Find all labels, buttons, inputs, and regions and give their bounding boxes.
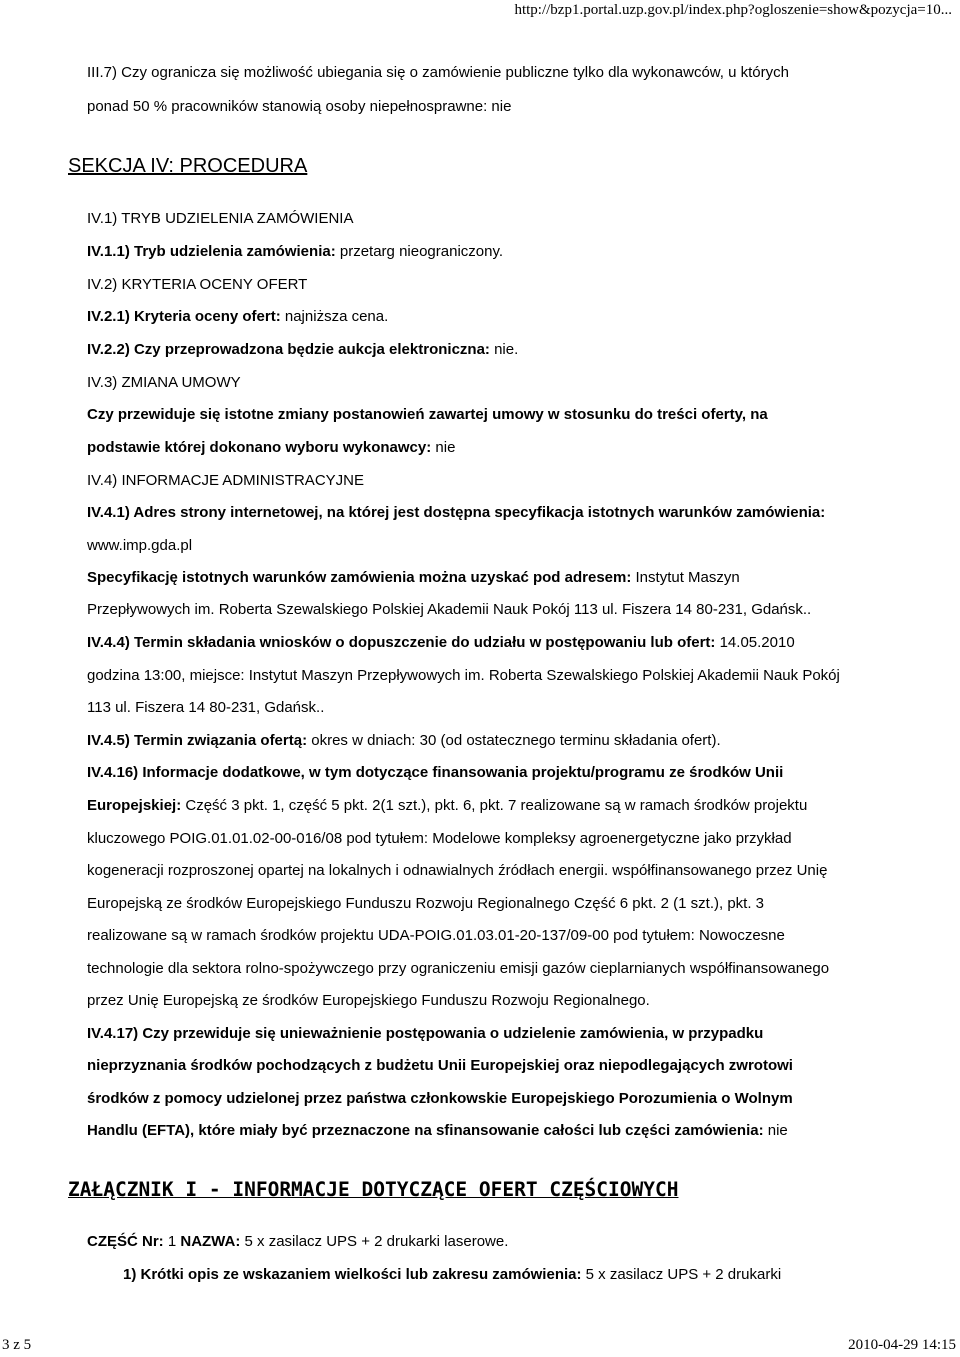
iv22-line [87, 340, 518, 360]
desc-value: 5 x zasilacz UPS + 2 drukarki [581, 1266, 782, 1283]
iv417-label4: Handlu (EFTA), które miały być przeznaczone na sfinansowanie całości lub części zamówienia: [87, 1122, 764, 1139]
iv3-line1 [87, 405, 768, 425]
iv416-label2: Europejskiej: [87, 797, 182, 814]
iv21-value: najniższa cena. [280, 308, 389, 325]
s37-line2 [87, 97, 511, 117]
iv417-line4 [87, 1121, 788, 1141]
iv45-value: okres w dniach: 30 (od ostatecznego terminu składania ofert). [307, 732, 721, 749]
iv21-line [87, 307, 388, 327]
iv44-line1 [87, 633, 795, 653]
iv417-value: nie [763, 1122, 788, 1139]
desc-label: 1) Krótki opis ze wskazaniem wielkości lub zakresu zamówienia: [123, 1266, 582, 1283]
iv22-label: IV.2.2) Czy przeprowadzona będzie aukcja elektroniczna: [87, 341, 490, 358]
spec-line2: Przepływowych im. Roberta Szewalskiego Polskiej Akademii Nauk Pokój 113 ul. Fiszera 14 80-231, Gdańsk.. [87, 601, 812, 618]
iv41-value: www.imp.gda.pl [87, 537, 193, 554]
datetime-footer: 2010-04-29 14:15 [848, 1337, 956, 1353]
spec-value1: Instytut Maszyn [631, 569, 740, 586]
section-title: SEKCJA IV: PROCEDURA [68, 155, 308, 177]
iv417-label2: nieprzyznania środków pochodzących z budżetu Unii Europejskiej oraz niepodlegających zwrotowi [87, 1057, 793, 1074]
iv41-line [87, 503, 825, 523]
iv416-line3: kluczowego POIG.01.01.02-00-016/08 pod tytułem: Modelowe kompleksy agroenergetyczne jako przykład [87, 830, 792, 847]
iv416-line5: Europejską ze środków Europejskiego Funduszu Rozwoju Regionalnego Część 6 pkt. 2 (1 szt.), pkt. 3 [87, 895, 765, 912]
desc-line [123, 1265, 781, 1285]
iv416-line2 [87, 796, 807, 816]
part-label2: NAZWA: [180, 1233, 241, 1250]
iv2-heading: IV.2) KRYTERIA OCENY OFERT [87, 276, 308, 293]
iv416-line8: przez Unię Europejską ze środków Europejskiego Funduszu Rozwoju Regionalnego. [87, 992, 650, 1009]
iv416-line7: technologie dla sektora rolno-spożywczego przy ograniczeniu emisji gazów cieplarnianych współfinansowanego [87, 960, 830, 977]
iv3-label2: podstawie której dokonano wyboru wykonawcy: [87, 439, 432, 456]
iv41-label: IV.4.1) Adres strony internetowej, na której jest dostępna specyfikacja istotnych warunków zamówienia: [87, 504, 826, 521]
part-value1: 1 [163, 1233, 181, 1250]
iv44-value1: 14.05.2010 [715, 634, 795, 651]
iv4-heading: IV.4) INFORMACJE ADMINISTRACYJNE [87, 472, 364, 489]
s37-value: nie [487, 98, 512, 115]
part-value2: 5 x zasilacz UPS + 2 drukarki laserowe. [240, 1233, 509, 1250]
iv11-line [87, 242, 503, 262]
part-label1: CZĘŚĆ Nr: [87, 1233, 164, 1250]
spec-label: Specyfikację istotnych warunków zamówienia można uzyskać pod adresem: [87, 569, 632, 586]
iv1-heading: IV.1) TRYB UDZIELENIA ZAMÓWIENIA [87, 210, 354, 227]
iv416-label1: IV.4.16) Informacje dodatkowe, w tym dotyczące finansowania projektu/programu ze środków Unii [87, 764, 784, 781]
iv416-line1 [87, 763, 783, 783]
iv416-value1: Część 3 pkt. 1, część 5 pkt. 2(1 szt.), pkt. 6, pkt. 7 realizowane są w ramach środków projektu [181, 797, 808, 814]
iv417-line1 [87, 1024, 763, 1044]
s37-label: ponad 50 % pracowników stanowią osoby niepełnosprawne: [87, 98, 488, 115]
iv417-label1: IV.4.17) Czy przewiduje się unieważnienie postępowania o udzielenie zamówienia, w przypadku [87, 1025, 764, 1042]
iv22-value: nie. [489, 341, 519, 358]
iv45-label: IV.4.5) Termin związania ofertą: [87, 732, 308, 749]
spec-line1 [87, 568, 740, 588]
iv417-line2 [87, 1056, 793, 1076]
iv44-line2: godzina 13:00, miejsce: Instytut Maszyn Przepływowych im. Roberta Szewalskiego Polskiej Akademii Nauk Pokój [87, 667, 840, 684]
iv417-line3 [87, 1089, 793, 1109]
iv416-line6: realizowane są w ramach środków projektu UDA-POIG.01.03.01-20-137/09-00 pod tytułem: Nowoczesne [87, 927, 785, 944]
iv3-label1: Czy przewiduje się istotne zmiany postanowień zawartej umowy w stosunku do treści oferty, na [87, 406, 768, 423]
part-line [87, 1232, 508, 1252]
iv11-value: przetarg nieograniczony. [335, 243, 504, 260]
iv44-line3: 113 ul. Fiszera 14 80-231, Gdańsk.. [87, 699, 325, 716]
page-number-footer: 3 z 5 [2, 1337, 32, 1353]
page-url-header: http://bzp1.portal.uzp.gov.pl/index.php?ogloszenie=show&pozycja=10... [514, 2, 952, 18]
attachment-title: ZAŁĄCZNIK I - INFORMACJE DOTYCZĄCE OFERT CZĘŚCIOWYCH [68, 1178, 679, 1201]
iv21-label: IV.2.1) Kryteria oceny ofert: [87, 308, 281, 325]
iv3-line2 [87, 438, 455, 458]
iv416-line4: kogeneracji rozproszonej opartej na lokalnych i odnawialnych źródłach energii. współfinansowanego przez Unię [87, 862, 828, 879]
iv11-label: IV.1.1) Tryb udzielenia zamówienia: [87, 243, 336, 260]
iv3-value: nie [431, 439, 456, 456]
iv3-heading: IV.3) ZMIANA UMOWY [87, 374, 241, 391]
iv44-label: IV.4.4) Termin składania wniosków o dopuszczenie do udziału w postępowaniu lub ofert: [87, 634, 716, 651]
s37-line1: III.7) Czy ogranicza się możliwość ubiegania się o zamówienie publiczne tylko dla wykonawców, u których [87, 64, 789, 81]
iv417-label3: środków z pomocy udzielonej przez państwa członkowskie Europejskiego Porozumienia o Wolnym [87, 1090, 793, 1107]
iv45-line [87, 731, 721, 751]
